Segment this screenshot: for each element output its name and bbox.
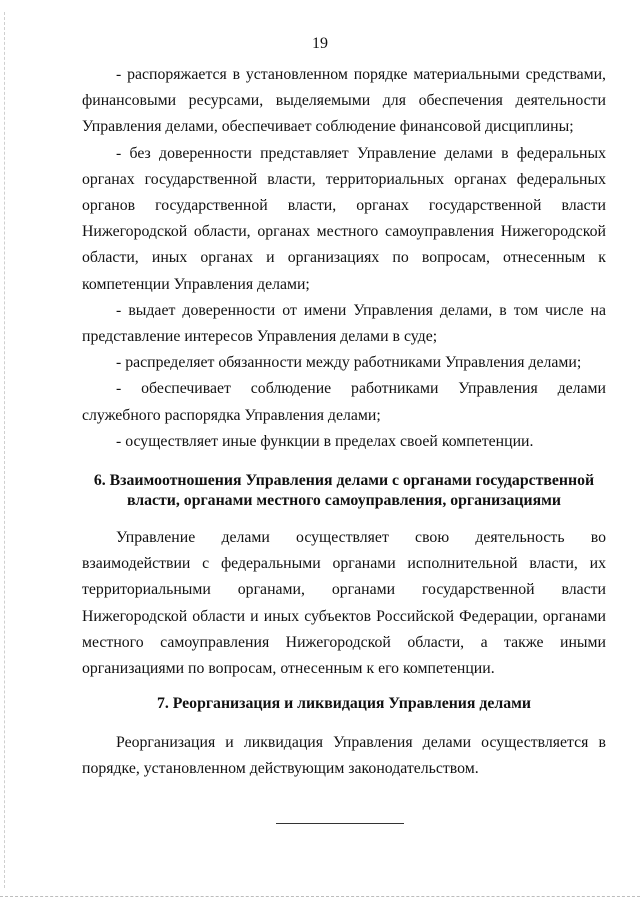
paragraph-service-order: - обеспечивает соблюдение работниками Управления делами служебного распорядка Управления делами; [82, 380, 606, 424]
section-6-heading [82, 471, 606, 511]
section-6-heading-line-2: власти, органами местного самоуправления, организациями [126, 492, 562, 510]
section-7-heading: 7. Реорганизация и ликвидация Управления делами [156, 695, 532, 713]
document-body [82, 62, 606, 783]
paragraph-other-functions: - осуществляет иные функции в пределах своей компетенции. [116, 432, 534, 450]
section-7-text: Реорганизация и ликвидация Управления делами осуществляется в порядке, установленном действующим законодательством. [82, 734, 606, 778]
section-6-text: Управление делами осуществляет свою деятельность во взаимодействии с федеральными органами исполнительной власти, их территориальными органами, органами государственной власти Нижегородской области и иных субъектов Российской Федерации, органами местного самоуправления Нижегородской области, а также иными организациями по вопросам, отнесенным к его компетенции. [82, 529, 606, 678]
paragraph-representation: - без доверенности представляет Управление делами в федеральных органах государственной власти, территориальных органах федеральных органов государственной власти, органах государственной власти Нижегородской области, органах местного самоуправления Нижегородской области, иных органах и организациях по вопросам, отнесенным к компетенции Управления делами; [82, 144, 606, 293]
end-of-document-rule [276, 823, 404, 824]
page-number: 19 [312, 35, 328, 52]
scan-edge-left [4, 12, 5, 888]
paragraph-duties-distribution: - распределяет обязанности между работниками Управления делами; [116, 354, 582, 372]
paragraph-finances: - распоряжается в установленном порядке материальными средствами, финансовыми ресурсами, выделяемыми для обеспечения деятельности Управления делами, обеспечивает соблюдение финансовой дисциплины; [82, 66, 606, 136]
scan-edge-bottom [0, 896, 640, 897]
section-6-heading-line-1: 6. Взаимоотношения Управления делами с органами государственной [93, 472, 595, 490]
paragraph-power-of-attorney: - выдает доверенности от имени Управления делами, в том числе на представление интересов Управления делами в суде; [82, 301, 606, 346]
